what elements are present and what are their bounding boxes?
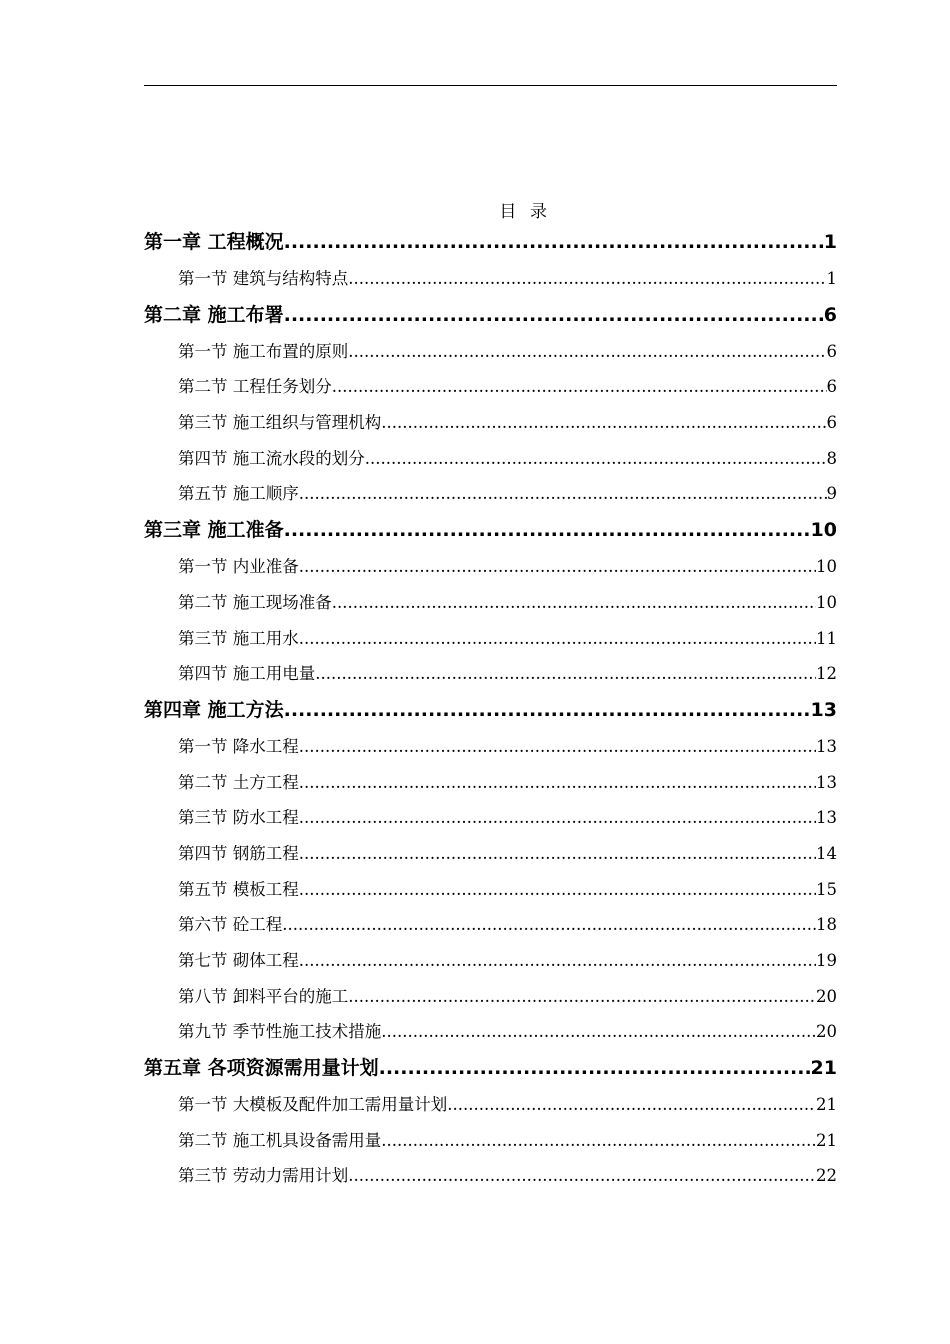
dot-leader xyxy=(332,585,816,621)
dot-leader xyxy=(447,1087,816,1123)
dot-leader xyxy=(332,369,827,405)
toc-section-entry[interactable] xyxy=(144,261,837,297)
toc-chapter-entry[interactable] xyxy=(144,1050,837,1087)
toc-entry-page-number: 21 xyxy=(816,1130,837,1150)
dot-leader xyxy=(299,549,816,585)
toc-section-entry[interactable] xyxy=(144,405,837,441)
dot-leader xyxy=(315,656,816,692)
toc-entry-label: 第三节 防水工程 xyxy=(178,808,299,828)
toc-section-entry[interactable] xyxy=(144,1087,837,1123)
toc-entry-label: 第三节 施工组织与管理机构 xyxy=(178,413,382,433)
dot-leader xyxy=(299,621,816,657)
dot-leader xyxy=(284,297,824,334)
toc-entry-label: 第二节 施工机具设备需用量 xyxy=(178,1130,382,1150)
toc-entry-page-number: 21 xyxy=(810,1057,837,1080)
toc-chapter-entry[interactable] xyxy=(144,512,837,549)
dot-leader xyxy=(381,1123,816,1159)
toc-entry-page-number: 6 xyxy=(823,303,837,326)
toc-entry-label: 第一节 建筑与结构特点 xyxy=(178,269,349,288)
toc-section-entry[interactable] xyxy=(144,1014,837,1050)
toc-entry-page-number: 18 xyxy=(816,915,837,935)
table-of-contents xyxy=(144,224,837,1194)
toc-entry-label: 第二节 工程任务划分 xyxy=(178,377,332,397)
dot-leader xyxy=(299,872,816,908)
toc-entry-page-number: 6 xyxy=(826,341,837,361)
toc-entry-page-number: 19 xyxy=(816,951,837,970)
toc-entry-label: 第一节 大模板及配件加工需用量计划 xyxy=(178,1095,448,1115)
dot-leader xyxy=(284,512,811,549)
toc-title: 目录 xyxy=(499,202,561,222)
dot-leader xyxy=(348,1158,816,1194)
toc-entry-page-number: 12 xyxy=(816,664,837,684)
toc-entry-label: 第二节 土方工程 xyxy=(178,772,299,792)
toc-entry-label: 第五章 各项资源需用量计划 xyxy=(144,1057,379,1080)
toc-entry-page-number: 10 xyxy=(810,519,837,542)
toc-entry-label: 第三节 施工用水 xyxy=(178,628,299,648)
toc-entry-page-number: 10 xyxy=(816,557,837,577)
toc-entry-page-number: 13 xyxy=(810,698,837,721)
dot-leader xyxy=(348,979,816,1015)
toc-section-entry[interactable] xyxy=(144,1123,837,1159)
toc-section-entry[interactable] xyxy=(144,765,837,801)
toc-section-entry[interactable] xyxy=(144,656,837,692)
toc-section-entry[interactable] xyxy=(144,585,837,621)
toc-entry-label: 第四章 施工方法 xyxy=(144,698,284,721)
toc-section-entry[interactable] xyxy=(144,836,837,872)
toc-entry-page-number: 10 xyxy=(816,592,837,612)
toc-entry-page-number: 21 xyxy=(816,1095,837,1115)
toc-entry-page-number: 9 xyxy=(826,484,837,504)
toc-entry-label: 第五节 施工顺序 xyxy=(178,484,299,504)
toc-entry-page-number: 1 xyxy=(826,269,837,288)
toc-entry-page-number: 1 xyxy=(823,231,837,253)
toc-section-entry[interactable] xyxy=(144,1158,837,1194)
toc-chapter-entry[interactable] xyxy=(144,297,837,334)
toc-section-entry[interactable] xyxy=(144,800,837,836)
toc-section-entry[interactable] xyxy=(144,621,837,657)
toc-entry-page-number: 15 xyxy=(816,879,837,899)
dot-leader xyxy=(381,1014,816,1050)
dot-leader xyxy=(379,1050,811,1087)
dot-leader xyxy=(299,729,816,765)
toc-entry-label: 第二章 施工布署 xyxy=(144,303,284,326)
toc-entry-page-number: 13 xyxy=(816,736,837,756)
toc-entry-label: 第八节 卸料平台的施工 xyxy=(178,986,349,1006)
toc-section-entry[interactable] xyxy=(144,334,837,370)
dot-leader xyxy=(299,765,816,801)
toc-section-entry[interactable] xyxy=(144,943,837,979)
toc-entry-label: 第三节 劳动力需用计划 xyxy=(178,1166,349,1186)
toc-section-entry[interactable] xyxy=(144,907,837,943)
toc-entry-label: 第一节 内业准备 xyxy=(178,557,299,577)
dot-leader xyxy=(284,224,824,261)
toc-chapter-entry[interactable] xyxy=(144,692,837,729)
dot-leader xyxy=(299,800,816,836)
toc-entry-page-number: 22 xyxy=(816,1166,837,1186)
toc-entry-page-number: 8 xyxy=(826,448,837,468)
dot-leader xyxy=(299,836,816,872)
toc-entry-label: 第一节 降水工程 xyxy=(178,736,299,756)
toc-section-entry[interactable] xyxy=(144,441,837,477)
toc-entry-page-number: 20 xyxy=(816,1022,837,1042)
dot-leader xyxy=(365,441,827,477)
toc-section-entry[interactable] xyxy=(144,549,837,585)
toc-section-entry[interactable] xyxy=(144,979,837,1015)
toc-section-entry[interactable] xyxy=(144,369,837,405)
toc-chapter-entry[interactable] xyxy=(144,224,837,261)
dot-leader xyxy=(381,405,826,441)
toc-entry-label: 第一节 施工布置的原则 xyxy=(178,341,349,361)
dot-leader xyxy=(348,334,826,370)
toc-entry-page-number: 6 xyxy=(826,413,837,433)
toc-entry-label: 第二节 施工现场准备 xyxy=(178,592,332,612)
toc-section-entry[interactable] xyxy=(144,476,837,512)
toc-entry-label: 第一章 工程概况 xyxy=(144,231,284,253)
dot-leader xyxy=(282,907,816,943)
toc-entry-page-number: 14 xyxy=(816,843,837,863)
toc-section-entry[interactable] xyxy=(144,729,837,765)
toc-section-entry[interactable] xyxy=(144,872,837,908)
toc-entry-page-number: 13 xyxy=(816,772,837,792)
toc-entry-label: 第三章 施工准备 xyxy=(144,519,284,542)
toc-entry-label: 第六节 砼工程 xyxy=(178,915,283,935)
dot-leader xyxy=(348,261,826,297)
dot-leader xyxy=(284,692,811,729)
dot-leader xyxy=(299,943,816,979)
toc-entry-label: 第七节 砌体工程 xyxy=(178,951,299,970)
toc-entry-label: 第九节 季节性施工技术措施 xyxy=(178,1022,382,1042)
toc-entry-page-number: 11 xyxy=(816,628,837,648)
toc-entry-page-number: 6 xyxy=(826,377,837,397)
toc-entry-label: 第五节 模板工程 xyxy=(178,879,299,899)
header-rule xyxy=(144,85,837,86)
toc-entry-page-number: 20 xyxy=(816,986,837,1006)
toc-entry-page-number: 13 xyxy=(816,808,837,828)
toc-entry-label: 第四节 钢筋工程 xyxy=(178,843,299,863)
toc-entry-label: 第四节 施工流水段的划分 xyxy=(178,448,365,468)
dot-leader xyxy=(299,476,827,512)
toc-entry-label: 第四节 施工用电量 xyxy=(178,664,316,684)
